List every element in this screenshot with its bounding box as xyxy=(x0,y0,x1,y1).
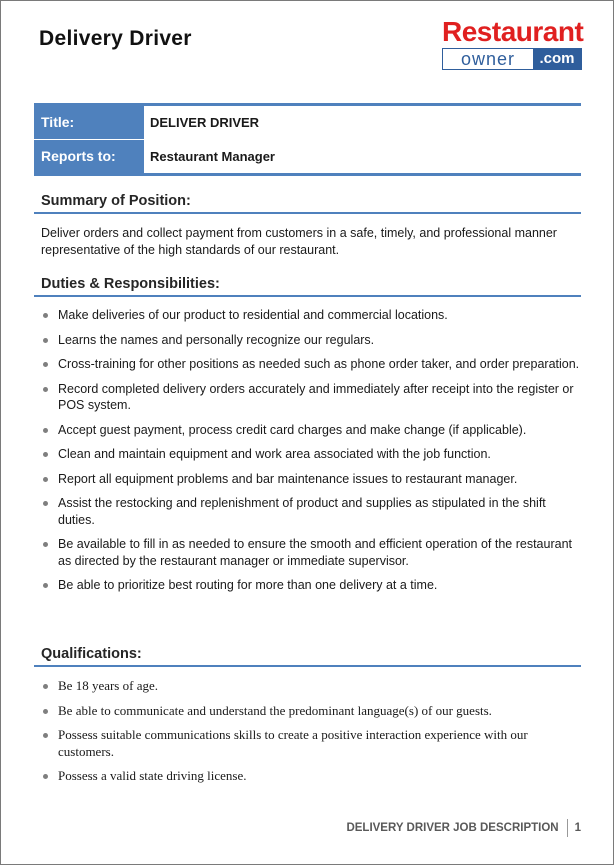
duties-heading: Duties & Responsibilities: xyxy=(34,276,581,297)
logo-wordmark-bottom xyxy=(442,48,582,70)
list-item: Make deliveries of our product to residential and commercial locations. xyxy=(41,307,581,324)
list-item: Possess a valid state driving license. xyxy=(41,768,581,785)
footer-label: DELIVERY DRIVER JOB DESCRIPTION xyxy=(346,822,559,834)
logo-wordmark-top: Restaurant xyxy=(442,16,584,47)
summary-heading: Summary of Position: xyxy=(34,193,581,214)
qualifications-heading: Qualifications: xyxy=(34,646,581,667)
logo-owner-text: owner xyxy=(443,49,533,69)
title-label: Title: xyxy=(34,106,144,139)
list-item: Be 18 years of age. xyxy=(41,678,581,695)
list-item: Cross-training for other positions as needed such as phone order taker, and order preparation. xyxy=(41,356,581,373)
list-item: Record completed delivery orders accurately and immediately after receipt into the register or POS system. xyxy=(41,381,581,414)
list-item: Possess suitable communications skills to create a positive interaction experience with our customers. xyxy=(41,727,581,760)
document-title: Delivery Driver xyxy=(39,27,192,50)
list-item: Learns the names and personally recognize our regulars. xyxy=(41,332,581,349)
restaurant-owner-logo xyxy=(442,17,582,71)
page-footer xyxy=(346,819,581,837)
duties-list xyxy=(41,307,581,594)
info-row-reports-to xyxy=(34,140,581,173)
list-item: Clean and maintain equipment and work area associated with the job function. xyxy=(41,446,581,463)
list-item: Be able to communicate and understand the predominant language(s) of our guests. xyxy=(41,703,581,720)
list-item: Be able to prioritize best routing for more than one delivery at a time. xyxy=(41,577,581,594)
logo-com-text: .com xyxy=(533,49,581,69)
reports-to-label: Reports to: xyxy=(34,140,144,173)
title-value: DELIVER DRIVER xyxy=(150,115,260,130)
list-item: Be available to fill in as needed to ensure the smooth and efficient operation of the restaurant as directed by the restaurant manager or immediate supervisor. xyxy=(41,536,581,569)
qualifications-list xyxy=(41,678,581,785)
list-item: Assist the restocking and replenishment of product and supplies as stipulated in the shift duties. xyxy=(41,495,581,528)
job-info-table xyxy=(34,103,581,176)
page-number: 1 xyxy=(574,822,581,834)
info-row-title xyxy=(34,106,581,140)
reports-to-value: Restaurant Manager xyxy=(150,149,275,164)
summary-text: Deliver orders and collect payment from customers in a safe, timely, and professional manner representative of the high standards of our restaurant. xyxy=(41,226,557,257)
list-item: Report all equipment problems and bar maintenance issues to restaurant manager. xyxy=(41,471,581,488)
footer-divider xyxy=(567,819,568,837)
list-item: Accept guest payment, process credit card charges and make change (if applicable). xyxy=(41,422,581,439)
